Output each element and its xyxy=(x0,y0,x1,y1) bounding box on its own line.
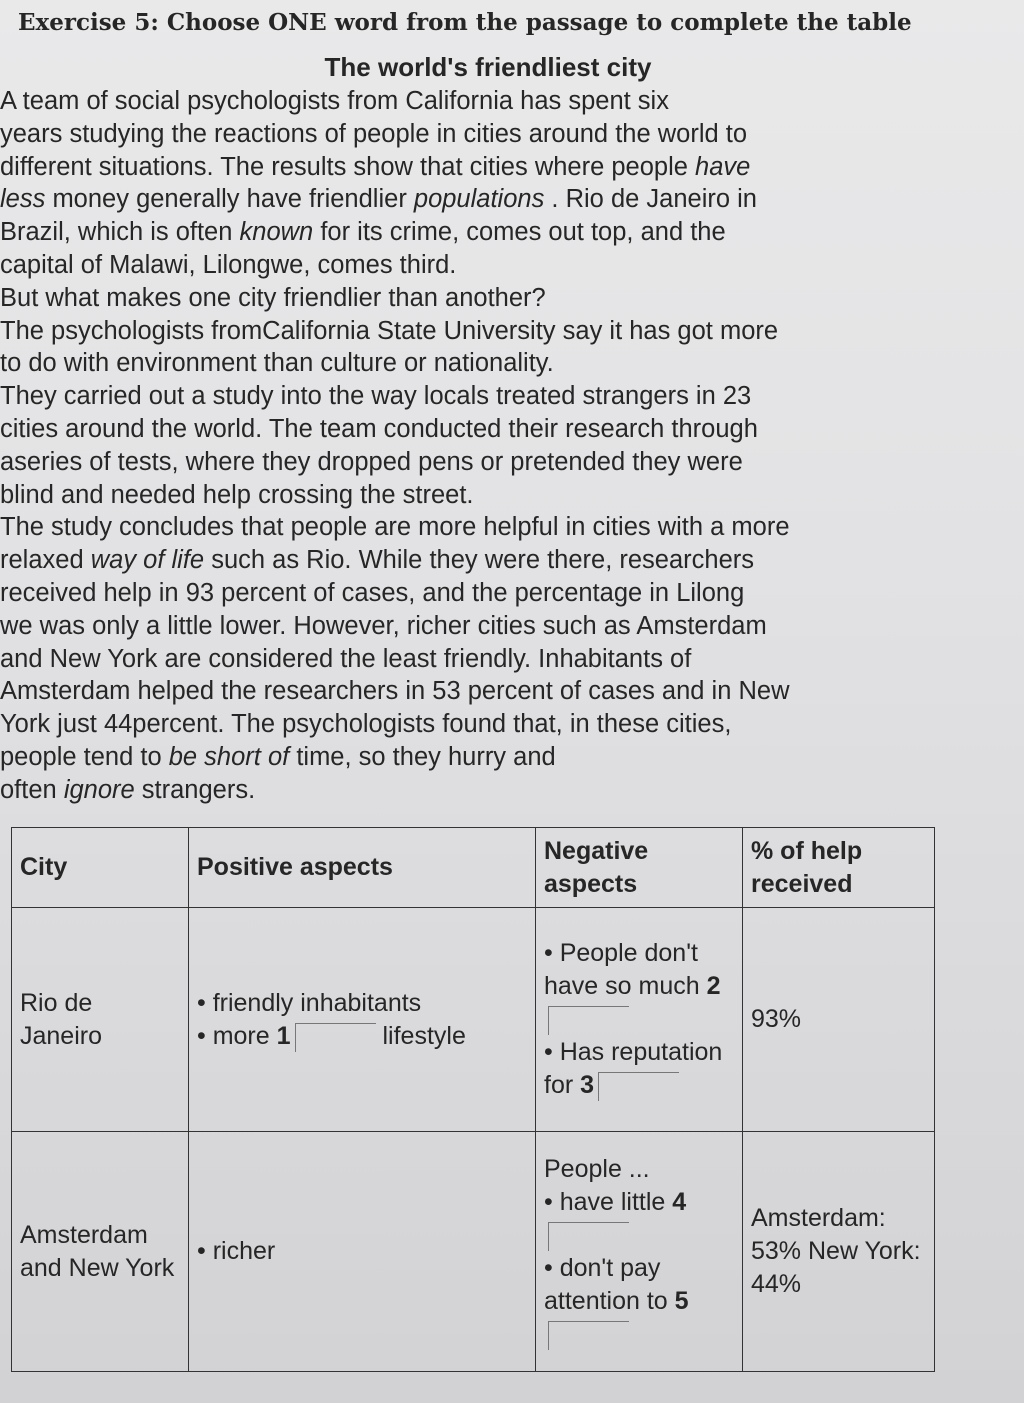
exercise-heading: Exercise 5: Choose ONE word from the passage to complete the table xyxy=(18,9,912,36)
header-city: City xyxy=(12,828,189,908)
passage-line xyxy=(0,85,1010,118)
answer-blank-1[interactable] xyxy=(295,1023,376,1052)
passage-italic-phrase: known xyxy=(239,218,314,247)
passage-line xyxy=(0,675,1010,708)
passage-text-segment: received help in 93 percent of cases, and the percentage in Lilong xyxy=(0,578,745,607)
passage-italic-phrase: be short of xyxy=(168,742,290,771)
cell-ams-city: Amsterdam and New York xyxy=(12,1132,189,1372)
header-positive-aspects: Positive aspects xyxy=(189,828,536,908)
passage-text-segment: But what makes one city friendlier than another? xyxy=(0,283,546,312)
passage-text-segment: years studying the reactions of people in cities around the world to xyxy=(0,119,748,148)
passage-line xyxy=(0,151,1010,184)
answer-table xyxy=(11,827,935,1372)
passage-line xyxy=(0,741,1010,774)
passage-text-segment: Amsterdam helped the researchers in 53 percent of cases and in New xyxy=(0,677,790,706)
answer-blank-2[interactable] xyxy=(548,1006,629,1035)
passage-text-segment: time, so they hurry and xyxy=(289,742,556,771)
passage-italic-phrase: ignore xyxy=(63,775,135,804)
table-row-rio xyxy=(12,908,935,1132)
passage-line xyxy=(0,643,1010,676)
passage-text-segment: aseries of tests, where they dropped pens or pretended they were xyxy=(0,447,743,476)
passage-text-segment: capital of Malawi, Lilongwe, comes third. xyxy=(0,250,457,279)
passage-text-segment: Brazil, which is often xyxy=(0,218,240,247)
passage-text-segment: A team of social psychologists from California has spent six xyxy=(0,87,669,115)
passage-text-segment: They carried out a study into the way locals treated strangers in 23 xyxy=(0,382,752,411)
ams-negative-intro: People ... xyxy=(544,1154,650,1183)
passage-line xyxy=(0,544,1010,577)
cell-rio-positive xyxy=(189,908,536,1132)
passage-line xyxy=(0,413,1010,446)
passage-text-segment: strangers. xyxy=(134,775,256,804)
rio-negative-2-pre: Has reputation for xyxy=(544,1038,723,1099)
table-row-amsterdam-new-york xyxy=(12,1132,935,1372)
passage-line xyxy=(0,577,1010,610)
gap-number-4: 4 xyxy=(672,1187,687,1216)
passage-line xyxy=(0,708,1010,741)
passage-line xyxy=(0,183,1010,216)
passage-line xyxy=(0,380,1010,413)
answer-blank-3[interactable] xyxy=(598,1072,679,1101)
list-item: • have little 4 xyxy=(544,1186,734,1252)
passage-line xyxy=(0,774,1010,807)
list-item: • richer xyxy=(197,1237,276,1265)
passage-text-segment: cities around the world. The team conducted their research through xyxy=(0,414,758,443)
rio-positive-2-post: lifestyle xyxy=(382,1021,466,1050)
ams-negative-1-pre: have little xyxy=(559,1187,666,1216)
passage-line xyxy=(0,315,1010,348)
passage-line xyxy=(0,511,1010,544)
header-help-received: % of help received xyxy=(743,828,935,908)
rio-negative-1-pre: People don't have so much xyxy=(544,939,700,1000)
list-item: • friendly inhabitants xyxy=(197,988,422,1017)
gap-number-5: 5 xyxy=(674,1286,689,1315)
passage-text-segment: money generally have friendlier xyxy=(45,185,414,214)
passage-text-segment: The study concludes that people are more helpful in cities with a more xyxy=(0,513,790,542)
cell-ams-negative xyxy=(536,1132,743,1372)
cell-ams-positive xyxy=(189,1132,536,1372)
passage-line xyxy=(0,216,1010,249)
passage-text-segment: different situations. The results show that cities where people xyxy=(0,152,696,181)
ams-negative-2-pre: don't pay attention to xyxy=(544,1253,668,1315)
cell-rio-city: Rio de Janeiro xyxy=(12,908,189,1132)
passage-text-segment: to do with environment than culture or nationality. xyxy=(0,349,554,378)
passage-title: The world's friendliest city xyxy=(324,52,652,82)
passage-text-segment: . Rio de Janeiro in xyxy=(544,185,757,214)
passage-text-segment: often xyxy=(0,775,64,804)
ams-positive-1: richer xyxy=(212,1237,276,1265)
passage-text-segment: and New York are considered the least friendly. Inhabitants of xyxy=(0,644,692,673)
rio-positive-1: friendly inhabitants xyxy=(212,988,422,1017)
cell-rio-negative xyxy=(536,908,743,1132)
passage-line xyxy=(0,249,1010,282)
gap-number-2: 2 xyxy=(706,972,721,1000)
passage-line xyxy=(0,347,1010,380)
cell-rio-help: 93% xyxy=(743,908,935,1132)
passage-text-segment: blind and needed help crossing the street. xyxy=(0,480,474,509)
rio-positive-2-pre: more xyxy=(212,1021,270,1050)
passage-text-segment: people tend to xyxy=(0,742,169,771)
table-header-row xyxy=(12,828,935,908)
passage-line xyxy=(0,610,1010,643)
passage-text-segment: for its crime, comes out top, and the xyxy=(313,218,726,247)
passage-text-segment: such as Rio. While they were there, researchers xyxy=(204,546,755,575)
list-item: • more 1 lifestyle xyxy=(197,1021,466,1050)
passage-text-segment: we was only a little lower. However, richer cities such as Amsterdam xyxy=(0,611,767,640)
passage-text-segment: relaxed xyxy=(0,546,91,575)
passage-line xyxy=(0,282,1010,315)
passage-text xyxy=(0,85,1010,807)
gap-number-1: 1 xyxy=(276,1021,291,1050)
answer-blank-5[interactable] xyxy=(548,1321,629,1350)
header-negative-aspects: Negative aspects xyxy=(536,828,743,908)
list-item: • Has reputation for 3 xyxy=(544,1038,723,1099)
answer-blank-4[interactable] xyxy=(548,1222,629,1251)
passage-italic-phrase: have xyxy=(695,152,751,181)
passage-line xyxy=(0,446,1010,479)
passage-line xyxy=(0,479,1010,512)
passage-italic-phrase: populations xyxy=(413,185,545,214)
passage-text-segment: York just 44percent. The psychologists found that, in these cities, xyxy=(0,710,732,739)
list-item: • People don't have so much 2 xyxy=(544,937,734,1036)
cell-ams-help: Amsterdam: 53% New York: 44% xyxy=(743,1132,935,1372)
passage-italic-phrase: way of life xyxy=(90,546,205,575)
passage-text-segment: The psychologists fromCalifornia State University say it has got more xyxy=(0,316,779,345)
gap-number-3: 3 xyxy=(580,1071,595,1099)
passage-line xyxy=(0,118,1010,151)
passage-italic-phrase: less xyxy=(0,185,46,214)
list-item: • don't pay attention to 5 xyxy=(544,1252,734,1351)
